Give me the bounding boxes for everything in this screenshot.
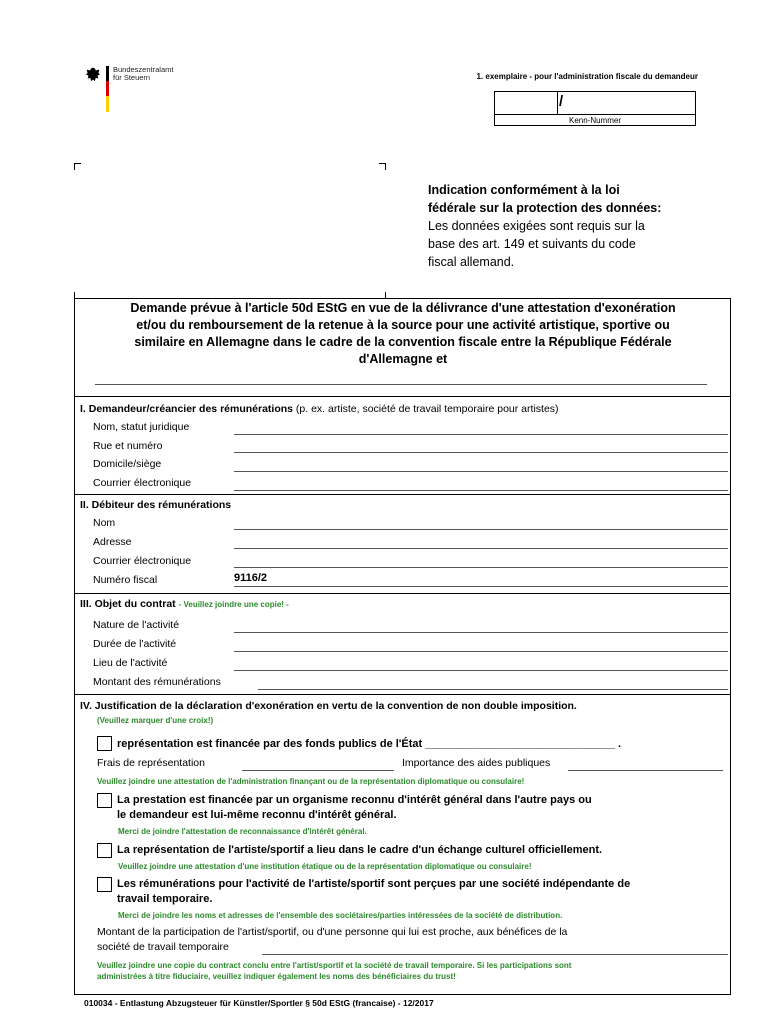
agency-name: Bundeszentralamt für Steuern [113,65,174,82]
activity-type-input[interactable] [234,632,728,633]
field-label: Courrier électronique [93,555,192,567]
kenn-separator: / [559,93,564,110]
flag-bar [106,66,109,112]
option-1-note: Veuillez joindre une attestation de l'administration finançant ou de la représentation diplomatique ou consulaire! [97,777,525,786]
address-corner-tr [379,163,386,170]
field-label: Adresse [93,536,132,548]
field-label: Durée de l'activité [93,638,177,650]
field-label: Lieu de l'activité [93,657,168,669]
separator [74,694,731,695]
field-label: Nom [93,517,116,529]
participation-label: Montant de la participation de l'artist/sportif, ou d'une personne qui lui est proche, aux bénéfices de la société de travail temporaire [97,926,568,953]
tax-number-value: 9116/2 [234,572,268,584]
separator [74,593,731,594]
frais-input[interactable] [242,770,394,771]
option-public-interest-label: La prestation est financée par un organisme reconnu d'intérêt général dans l'autre pays ou le demandeur est lui-même reconnu d'intérêt général. [117,794,592,821]
cross-note: (Veuillez marquer d'une croix!) [97,716,214,725]
section4-heading: IV. Justification de la déclaration d'exonération en vertu de la convention de non double imposition. [80,700,577,712]
form-title: Demande prévue à l'article 50d EStG en vue de la délivrance d'une attestation d'exonération et/ou du remboursement de la retenue à la source pour une activité artistique, sportive ou similaire en Allemagne dans le cadre de la convention fiscale entre la République Fédérale d'Allemagne et [130,301,676,366]
checkbox-temp-agency[interactable] [97,877,112,892]
final-note: Veuillez joindre une copie du contract conclu entre l'artist/sportif et la société de travail temporaire. Si les participations sont administrées à titre fiduciaire, veuillez indiquer également les noms des bénéficiaires du trust! [97,961,572,981]
option-4-note: Merci de joindre les noms et adresses de l'ensemble des sociétaires/parties intéressées de la société de distribution. [118,911,563,920]
separator [74,494,731,495]
field-label: Numéro fiscal [93,574,158,586]
kenn-nummer-box [494,91,696,126]
debtor-email-input[interactable] [234,567,728,568]
option-3-note: Veuillez joindre une attestation d'une institution étatique ou de la représentation diplomatique ou consulaire! [118,862,532,871]
participation-input[interactable] [262,954,728,955]
debtor-name-input[interactable] [234,529,728,530]
option-2-note: Merci de joindre l'attestation de reconnaissance d'intérêt général. [118,827,367,836]
address-corner-tl [74,163,81,170]
domicile-input[interactable] [234,471,728,472]
copy-note: 1. exemplaire - pour l'administration fiscale du demandeur [476,72,698,81]
field-label: Rue et numéro [93,440,163,452]
field-label: Domicile/siège [93,458,162,470]
federal-eagle-icon [84,66,102,84]
debtor-address-input[interactable] [234,548,728,549]
tax-number-input[interactable] [234,586,728,587]
section2-heading: II. Débiteur des rémunérations [80,499,232,511]
section1-heading: I. Demandeur/créancier des rémunérations (p. ex. artiste, société de travail temporaire pour artistes) [80,403,559,415]
form-footer: 010034 - Entlastung Abzugsteuer für Künstler/Sportler § 50d EStG (francaise) - 12/2017 [84,998,434,1008]
field-label: Montant des rémunérations [93,676,221,688]
option-public-funding-label: représentation est financée par des fonds publics de l'État _______________________________ . [117,738,622,750]
section3-heading: III. Objet du contrat - Veuillez joindre une copie! - [80,598,289,610]
field-label: Courrier électronique [93,477,192,489]
checkbox-cultural-exchange[interactable] [97,843,112,858]
kenn-field-1[interactable] [495,92,558,114]
aides-label: Importance des aides publiques [402,757,551,769]
separator [74,396,731,397]
field-label: Nom, statut juridique [93,421,190,433]
kenn-label: Kenn-Nummer [568,116,621,125]
remuneration-amount-input[interactable] [258,689,728,690]
option-temp-agency-label: Les rémunérations pour l'activité de l'artiste/sportif sont perçues par une société indépendante de travail temporaire. [117,878,631,905]
checkbox-public-funding[interactable] [97,736,112,751]
email-input[interactable] [234,490,728,491]
name-input[interactable] [234,434,728,435]
activity-place-input[interactable] [234,670,728,671]
aides-input[interactable] [568,770,723,771]
country-input-line[interactable] [95,384,707,385]
street-input[interactable] [234,452,728,453]
frais-label: Frais de représentation [97,757,205,769]
activity-duration-input[interactable] [234,651,728,652]
privacy-notice: Indication conformément à la loi fédérale sur la protection des données: Les données exigées sont requis sur la base des art. 149 et suivants du code fiscal allemand. [428,183,662,269]
checkbox-public-interest[interactable] [97,793,112,808]
field-label: Nature de l'activité [93,619,180,631]
option-cultural-exchange-label: La représentation de l'artiste/sportif a lieu dans le cadre d'un échange culturel officiellement. [117,844,603,856]
